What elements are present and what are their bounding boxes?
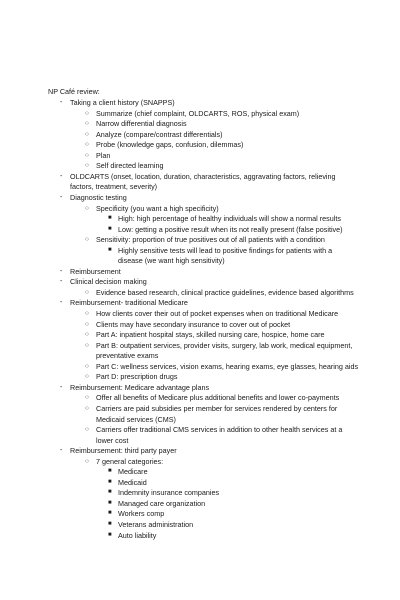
list-marker: ■ <box>108 489 112 496</box>
page-title: NP Café review: <box>48 87 100 96</box>
list-marker: ■ <box>108 225 112 232</box>
list-item: factors, treatment, severity) <box>70 182 158 192</box>
list-item: Self directed learning <box>96 161 164 171</box>
list-item: Reimbursement: Medicare advantage plans <box>70 382 210 392</box>
list-item: Diagnostic testing <box>70 192 127 202</box>
list-marker: ■ <box>108 510 112 517</box>
list-item: Offer all benefits of Medicare plus additional benefits and lower co-payments <box>96 393 340 403</box>
list-marker: - <box>60 99 63 106</box>
list-item: Reimbursement- traditional Medicare <box>70 298 188 308</box>
list-item: Sensitivity: proportion of true positives out of all patients with a condition <box>96 235 325 245</box>
list-marker: ○ <box>85 120 89 128</box>
list-item: Auto liability <box>118 530 157 540</box>
list-marker: ■ <box>108 215 112 222</box>
list-marker: ○ <box>85 288 89 296</box>
list-marker: ○ <box>85 141 89 149</box>
list-marker: ○ <box>85 373 89 381</box>
list-item: OLDCARTS (onset, location, duration, characteristics, aggravating factors, relieving <box>70 171 336 181</box>
list-marker: ○ <box>85 320 89 328</box>
list-marker: ■ <box>108 478 112 485</box>
list-item: Clinical decision making <box>70 277 147 287</box>
list-item: Managed care organization <box>118 498 206 508</box>
list-item: Part C: wellness services, vision exams, hearing exams, eye glasses, hearing aids <box>96 361 359 371</box>
list-marker: - <box>60 267 63 275</box>
list-item: Low: getting a positive result when its not really present (false positive) <box>118 224 343 234</box>
list-marker: ■ <box>108 499 112 506</box>
list-item: High: high percentage of healthy individuals will show a normal results <box>118 214 341 224</box>
list-item: Medicaid services (CMS) <box>96 414 176 424</box>
list-item: Medicaid <box>118 477 147 487</box>
list-item: Highly sensitive tests will lead to positive findings for patients with a <box>118 245 333 255</box>
list-item: Probe (knowledge gaps, confusion, dilemmas) <box>96 140 244 150</box>
list-marker: - <box>60 299 63 307</box>
list-item: Analyze (compare/contrast differentials) <box>96 129 223 139</box>
list-item: Reimbursement: third party payer <box>70 446 177 456</box>
list-marker: ○ <box>85 109 89 117</box>
list-marker: ○ <box>85 236 89 244</box>
list-item: Part D: prescription drugs <box>96 372 178 382</box>
list-marker: ○ <box>85 310 89 317</box>
list-item: lower cost <box>96 435 129 445</box>
list-item: Taking a client history (SNAPPS) <box>70 98 175 107</box>
list-marker: ○ <box>85 130 89 138</box>
list-item: Plan <box>96 150 111 160</box>
list-marker: - <box>60 278 63 286</box>
list-item: Reimbursement <box>70 266 121 276</box>
list-item: Workers comp <box>118 509 165 519</box>
list-marker: ■ <box>108 531 112 538</box>
list-item: preventative exams <box>96 351 159 361</box>
list-item: Indemnity insurance companies <box>118 488 220 498</box>
list-item: Part A: inpatient hospital stays, skilled nursing care, hospice, home care <box>96 330 325 340</box>
list-item: Part B: outpatient services, provider visits, surgery, lab work, medical equipment, <box>96 340 353 350</box>
list-marker: ○ <box>85 341 89 349</box>
list-item: Evidence based research, clinical practice guidelines, evidence based algorithms <box>96 287 354 297</box>
list-marker: - <box>60 193 63 201</box>
list-marker: ○ <box>85 457 89 465</box>
list-marker: ○ <box>85 151 89 159</box>
list-marker: - <box>60 383 63 391</box>
list-marker: ○ <box>85 394 89 402</box>
list-item: Carriers are paid subsidies per member for services rendered by centers for <box>96 403 338 413</box>
list-item: Specificity (you want a high specificity) <box>96 203 219 213</box>
list-marker: ■ <box>108 468 112 475</box>
list-marker: - <box>60 172 63 180</box>
list-marker: ○ <box>85 162 89 170</box>
list-item: Medicare <box>118 467 148 477</box>
list-marker: - <box>60 447 63 455</box>
list-marker: ○ <box>85 331 89 339</box>
list-marker: ○ <box>85 204 89 212</box>
list-item: Narrow differential diagnosis <box>96 119 187 129</box>
list-marker: ○ <box>85 362 89 370</box>
list-item: Veterans administration <box>118 520 194 529</box>
list-item: Summarize (chief complaint, OLDCARTS, ROS, physical exam) <box>96 108 300 118</box>
list-marker: ○ <box>85 404 89 412</box>
list-marker: ■ <box>108 521 112 527</box>
list-marker: ○ <box>85 426 89 434</box>
list-item: Carriers offer traditional CMS services in addition to other health services at a <box>96 425 343 435</box>
list-item: 7 general categories: <box>96 456 164 466</box>
list-item: Clients may have secondary insurance to cover out of pocket <box>96 319 291 329</box>
list-item: How clients cover their out of pocket expenses when on traditional Medicare <box>96 309 339 318</box>
list-marker: ■ <box>108 246 112 253</box>
list-item: disease (we want high sensitivity) <box>118 256 225 266</box>
